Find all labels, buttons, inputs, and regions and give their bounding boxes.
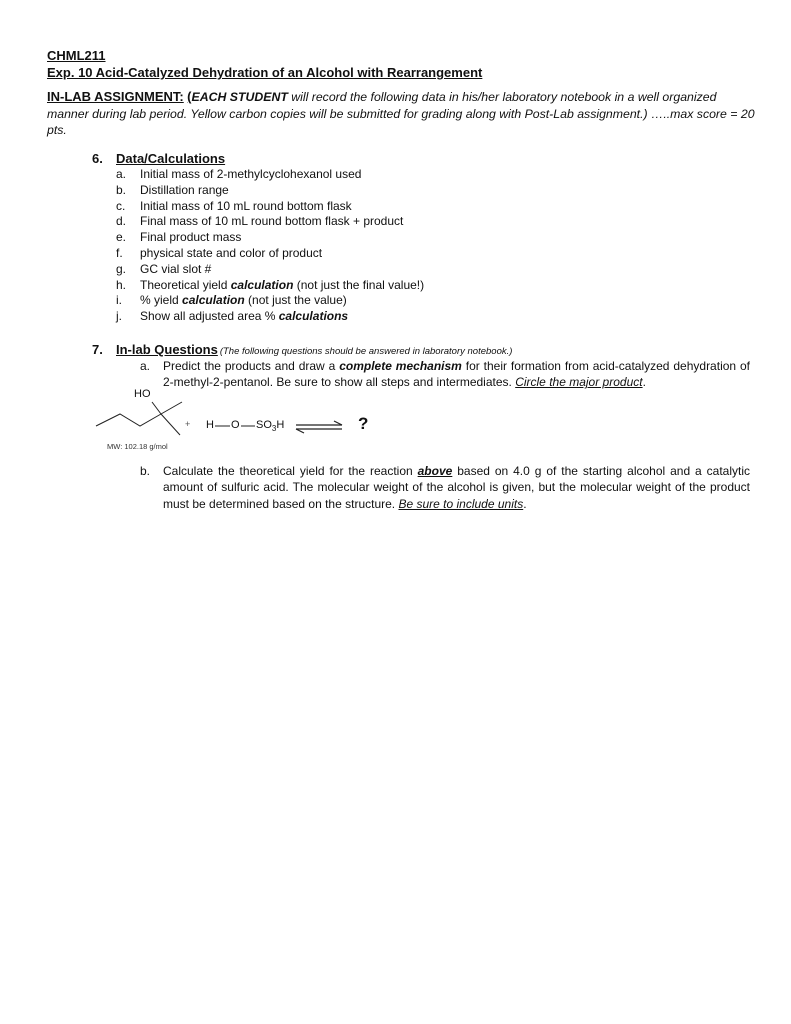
forward-arrowhead (334, 421, 342, 425)
section-6-number: 6. (92, 151, 103, 166)
methyl-bond-down (161, 414, 180, 435)
list-item: b. Distillation range (116, 182, 229, 197)
list-item: i. % yield calculation (not just the value) (116, 293, 347, 308)
list-item: a. Initial mass of 2-methylcyclohexanol used (116, 167, 362, 181)
methyl-bond-up (161, 402, 182, 414)
list-item: f. physical state and color of product (116, 245, 323, 260)
reaction-scheme (90, 388, 390, 454)
section-7-title: In-lab Questions (116, 342, 218, 357)
assignment-instructions (47, 89, 757, 139)
assignment-who: EACH STUDENT (191, 90, 288, 104)
section-6-title: Data/Calculations (116, 151, 226, 166)
question-a (140, 358, 750, 391)
question-b (140, 463, 750, 512)
list-item: g. GC vial slot # (116, 261, 212, 276)
question-a-text: Predict the products and draw a complete mechanism for their formation from acid-catalyzed dehydration of 2-methyl-2-pentanol. Be sure to show all steps and intermediates. Circle the major product. (163, 359, 751, 390)
section-7-number: 7. (92, 342, 103, 357)
molecular-weight-label: MW: 102.18 g/mol (107, 442, 168, 451)
ho-label: HO (134, 388, 151, 400)
alcohol-chain-bonds (96, 414, 161, 426)
section-data-calculations (92, 150, 762, 167)
o-atom: O (231, 419, 240, 431)
list-item: d. Final mass of 10 mL round bottom flask + product (116, 214, 404, 229)
c-o-bond (152, 402, 161, 414)
data-calculations-list (116, 167, 716, 325)
assignment-paren: ( (187, 89, 192, 104)
list-item: e. Final product mass (116, 230, 242, 245)
h-atom: H (206, 419, 214, 431)
list-item: h. Theoretical yield calculation (not just the final value!) (116, 277, 425, 292)
question-b-letter: b. (140, 464, 151, 478)
question-b-text: Calculate the theoretical yield for the reaction above based on 4.0 g of the starting alcohol and a catalytic amount of sulfuric acid. The molecular weight of the alcohol is given, but the molecular weight of the product must be determined based on the structure. Be sure to include units. (163, 464, 751, 511)
section-6-heading (92, 150, 762, 167)
course-code: CHML211 (47, 48, 106, 63)
list-item: j. Show all adjusted area % calculations (116, 309, 349, 324)
section-7-note: (The following questions should be answered in laboratory notebook.) (219, 346, 513, 357)
list-item: c. Initial mass of 10 mL round bottom flask (116, 198, 352, 213)
product-question-mark: ? (358, 414, 369, 433)
reverse-arrowhead (296, 429, 304, 433)
question-a-letter: a. (140, 359, 151, 373)
document-header (47, 47, 767, 81)
plus-sign: + (185, 419, 191, 429)
experiment-title: Exp. 10 Acid-Catalyzed Dehydration of an Alcohol with Rearrangement (47, 65, 483, 80)
so3h-group: $SO_3H$ (256, 419, 285, 434)
assignment-label: IN-LAB ASSIGNMENT: (47, 89, 184, 104)
assignment-text: will record the following data in his/her laboratory notebook in a well organized manner during lab period. Yellow carbon copies will be submitted for grading along with Post-Lab assignment.) …..max score = 20 pts. (47, 90, 755, 137)
